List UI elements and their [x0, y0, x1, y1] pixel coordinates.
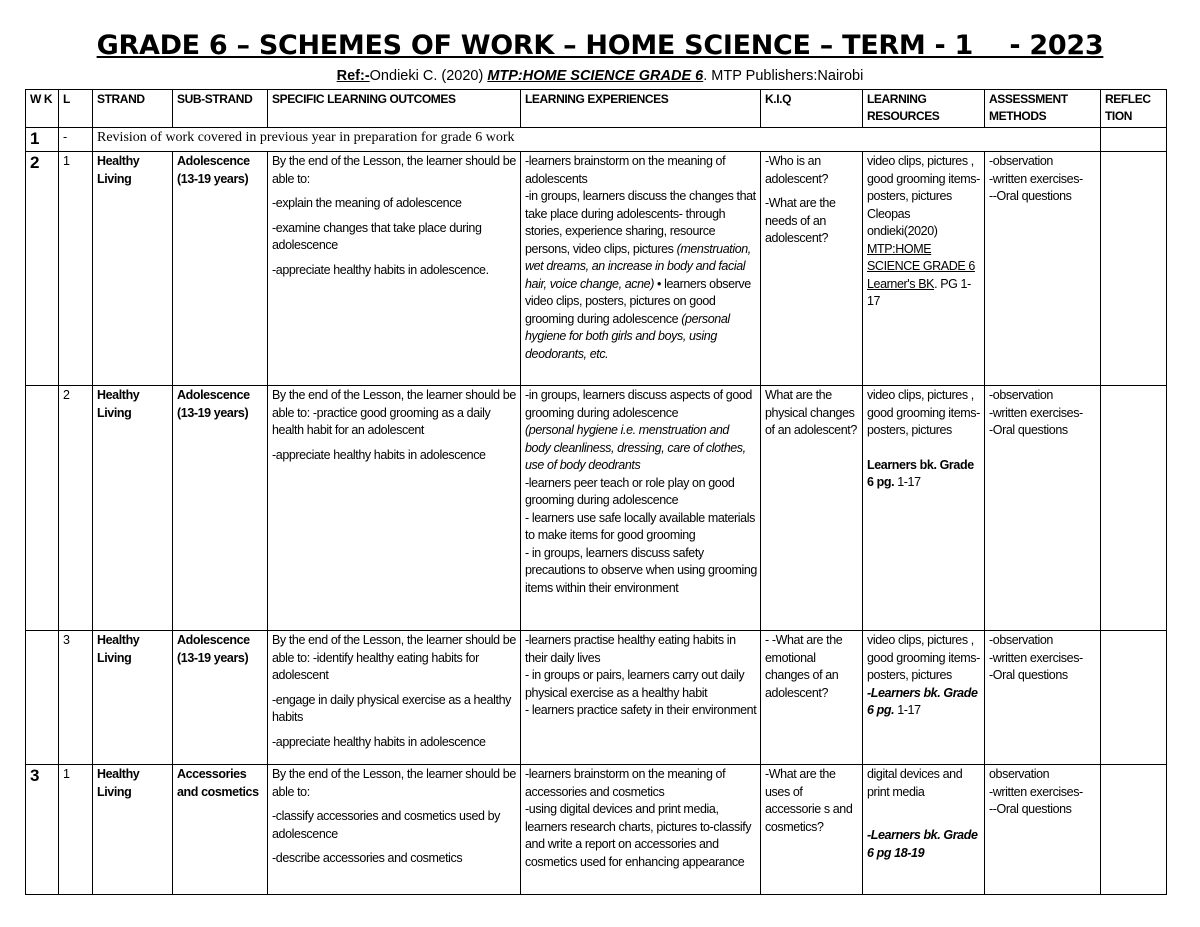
outcome-item: -examine changes that take place during adolescence: [272, 220, 482, 252]
kiq-item: -Who is an adolescent?: [765, 154, 829, 186]
experiences-cell: [521, 631, 761, 765]
outcome-item: -appreciate healthy habits in adolescence: [272, 447, 486, 462]
col-header-assessment: ASSESSMENT METHODS: [985, 90, 1101, 128]
resources-page: 1-17: [894, 475, 921, 489]
assessment-cell: [985, 152, 1101, 386]
kiq-cell: [761, 765, 863, 895]
col-header-experiences: LEARNING EXPERIENCES: [521, 90, 761, 128]
assessment-item: -observation: [989, 154, 1053, 168]
kiq-cell: [761, 386, 863, 631]
resources-cell: [863, 386, 985, 631]
lesson-cell: 1: [59, 765, 93, 895]
experience-item: - learners practice safety in their environment: [525, 703, 757, 717]
reflection-cell: [1101, 765, 1167, 895]
resources-book: MTP:HOME SCIENCE GRADE 6 Learner's BK: [867, 241, 975, 291]
assessment-cell: [985, 386, 1101, 631]
experience-item: - in groups or pairs, learners carry out daily physical exercise as a healthy habit: [525, 668, 745, 700]
assessment-item: -written exercises-: [989, 405, 1083, 420]
experience-item: -using digital devices and print media, learners research charts, pictures to-classify and write a report on accessories and cosmetics used for enhancing appearance: [525, 802, 752, 869]
outcome-item: By the end of the Lesson, the learner should be able to: -identify healthy eating habits for adolescent: [272, 633, 516, 682]
assessment-item: -Oral questions: [989, 668, 1068, 682]
resources-book: -Learners bk. Grade 6 pg.: [867, 685, 978, 717]
strand-cell: Healthy Living: [93, 386, 173, 631]
reflection-cell: [1101, 128, 1167, 152]
outcome-item: -explain the meaning of adolescence: [272, 196, 462, 210]
experience-note: (personal hygiene i.e. menstruation and body cleanliness, dressing, care of clothes, use of body deodrants: [525, 423, 746, 472]
assessment-item: -written exercises-: [989, 784, 1083, 799]
experiences-cell: [521, 765, 761, 895]
kiq-item: -What are the uses of accessorie s and cosmetics?: [765, 767, 853, 834]
col-header-outcomes: SPECIFIC LEARNING OUTCOMES: [268, 90, 521, 128]
ref-book: MTP:HOME SCIENCE GRADE 6: [487, 68, 704, 84]
col-header-resources: LEARNING RESOURCES: [863, 90, 985, 128]
outcome-item: By the end of the Lesson, the learner should be able to:: [272, 154, 516, 186]
assessment-item: -written exercises-: [989, 650, 1083, 665]
resources-cell: [863, 152, 985, 386]
outcomes-cell: [268, 765, 521, 895]
header-row: [26, 90, 1167, 128]
strand-cell: Healthy Living: [93, 152, 173, 386]
outcomes-cell: [268, 631, 521, 765]
revision-row: [26, 128, 1167, 152]
outcome-item: -describe accessories and cosmetics: [272, 851, 463, 865]
ref-author: Ondieki C. (2020): [369, 68, 488, 84]
experiences-cell: [521, 152, 761, 386]
experience-note: (personal hygiene for both girls and boys, using deodorants, etc.: [525, 311, 730, 361]
outcome-item: -appreciate healthy habits in adolescence: [272, 734, 486, 749]
week-cell: 3: [26, 765, 59, 895]
kiq-item: What are the physical changes of an adolescent?: [765, 388, 857, 437]
assessment-cell: [985, 765, 1101, 895]
resources-cell: [863, 631, 985, 765]
outcomes-cell: [268, 152, 521, 386]
col-header-wk: W K: [26, 90, 59, 128]
resources-page: 1-17: [894, 703, 921, 717]
col-header-kiq: K.I.Q: [761, 90, 863, 128]
col-header-substrand: SUB-STRAND: [173, 90, 268, 128]
resources-text: video clips, pictures , good grooming items-posters, pictures: [867, 388, 980, 437]
substrand-cell: Adolescence (13-19 years): [173, 386, 268, 631]
reflection-cell: [1101, 386, 1167, 631]
kiq-item: - -What are the emotional changes of an adolescent?: [765, 633, 843, 700]
outcome-item: -engage in daily physical exercise as a healthy habits: [272, 692, 511, 724]
kiq-cell: [761, 152, 863, 386]
week-cell: 1: [26, 128, 59, 152]
week-cell: [26, 631, 59, 765]
substrand-cell: Adolescence (13-19 years): [173, 152, 268, 386]
week-cell: [26, 386, 59, 631]
reflection-cell: [1101, 631, 1167, 765]
schemes-table: [25, 89, 1167, 895]
assessment-cell: [985, 631, 1101, 765]
experience-item: -learners practise healthy eating habits in their daily lives: [525, 633, 736, 665]
experience-item: -learners brainstorm on the meaning of adolescents: [525, 154, 726, 186]
experience-item: -in groups, learners discuss the changes that take place during adolescents- through stories, experience sharing, resource persons, video clips, pictures: [525, 189, 756, 256]
outcomes-cell: [268, 386, 521, 631]
reflection-cell: [1101, 152, 1167, 386]
ref-suffix: . MTP Publishers:Nairobi: [703, 68, 864, 84]
substrand-cell: Adolescence (13-19 years): [173, 631, 268, 765]
kiq-item: -What are the needs of an adolescent?: [765, 196, 836, 245]
reference-line: [0, 68, 1200, 84]
table-row: [26, 386, 1167, 631]
week-cell: 2: [26, 152, 59, 386]
assessment-item: observation: [989, 767, 1050, 781]
assessment-item: --Oral questions: [989, 802, 1072, 816]
experience-note: (menstruation, wet dreams, an increase in body and facial hair, voice change, acne): [525, 241, 751, 291]
experiences-cell: [521, 386, 761, 631]
lesson-cell: -: [59, 128, 93, 152]
lesson-cell: 2: [59, 386, 93, 631]
resources-book: Learners bk. Grade 6 pg.: [867, 457, 974, 489]
assessment-item: --Oral questions: [989, 189, 1072, 203]
resources-text: video clips, pictures , good grooming items-posters, pictures: [867, 633, 980, 682]
assessment-item: -observation: [989, 388, 1053, 402]
outcome-item: By the end of the Lesson, the learner should be able to: -practice good grooming as a daily health habit for an adolescent: [272, 388, 516, 437]
kiq-cell: [761, 631, 863, 765]
strand-cell: Healthy Living: [93, 631, 173, 765]
substrand-cell: Accessories and cosmetics: [173, 765, 268, 895]
experience-item: -learners peer teach or role play on good grooming during adolescence: [525, 475, 735, 507]
assessment-item: -Oral questions: [989, 423, 1068, 437]
ref-prefix: Ref:-: [336, 68, 370, 84]
col-header-reflection: REFLEC TION: [1101, 90, 1167, 128]
resources-book: -Learners bk. Grade 6 pg 18-19: [867, 828, 978, 860]
table-row: [26, 152, 1167, 386]
experience-item: • learners observe video clips, posters, pictures on good grooming during adolescence: [525, 276, 751, 326]
outcome-item: -appreciate healthy habits in adolescence.: [272, 262, 489, 277]
col-header-l: L: [59, 90, 93, 128]
assessment-item: -written exercises-: [989, 171, 1083, 186]
outcome-item: By the end of the Lesson, the learner should be able to:: [272, 767, 516, 799]
assessment-item: -observation: [989, 633, 1053, 647]
col-header-strand: STRAND: [93, 90, 173, 128]
resources-text: video clips, pictures , good grooming items-posters, pictures Cleopas ondieki(2020): [867, 154, 980, 238]
revision-text: Revision of work covered in previous year in preparation for grade 6 work: [93, 128, 1101, 152]
table-row: [26, 765, 1167, 895]
lesson-cell: 3: [59, 631, 93, 765]
lesson-cell: 1: [59, 152, 93, 386]
resources-page: . PG 1-17: [867, 276, 971, 308]
table-row: [26, 631, 1167, 765]
outcome-item: -classify accessories and cosmetics used by adolescence: [272, 809, 501, 841]
resources-text: digital devices and print media: [867, 767, 963, 799]
strand-cell: Healthy Living: [93, 765, 173, 895]
experience-item: -in groups, learners discuss aspects of good grooming during adolescence: [525, 388, 752, 420]
experience-item: - learners use safe locally available materials to make items for good grooming: [525, 510, 755, 542]
page-title: GRADE 6 – SCHEMES OF WORK – HOME SCIENCE – TERM - 1 - 2023: [96, 30, 1104, 61]
experience-item: -learners brainstorm on the meaning of accessories and cosmetics: [525, 767, 726, 799]
experience-item: - in groups, learners discuss safety precautions to observe when using grooming items within their environment: [525, 545, 757, 595]
resources-cell: [863, 765, 985, 895]
